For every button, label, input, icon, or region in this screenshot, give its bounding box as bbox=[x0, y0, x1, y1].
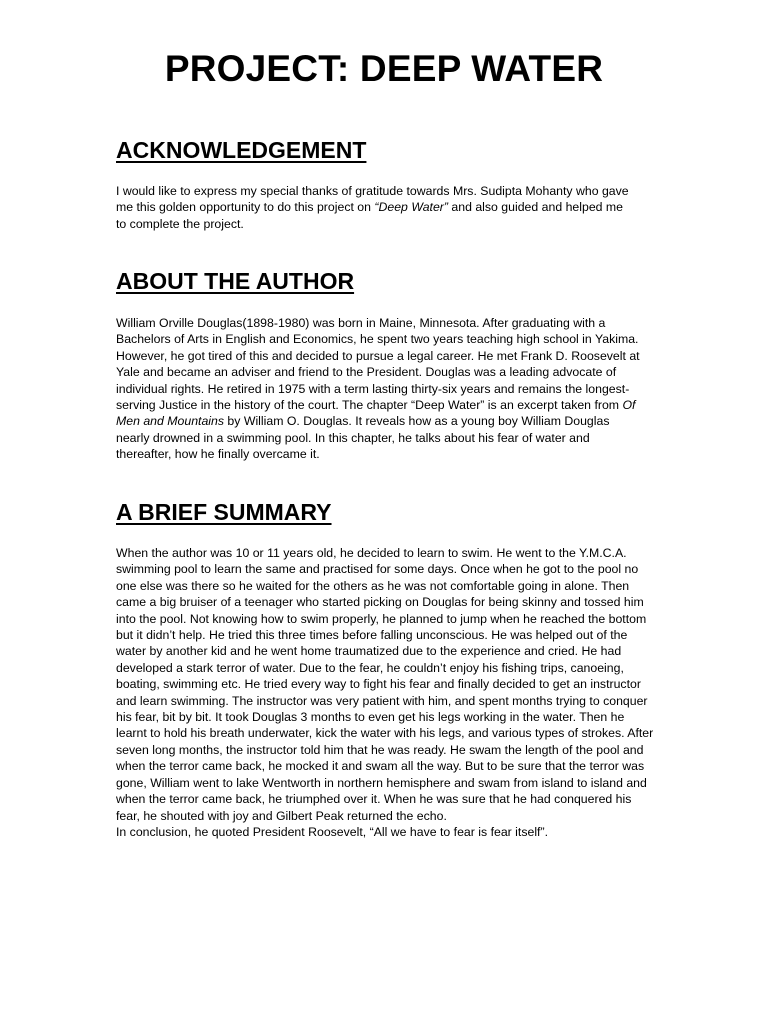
acknowledgement-text-start: I would like to express my special thanks of gratitude towards Mrs. Sudipta Mohanty who gave me this golden opportunity to do this project on bbox=[116, 184, 629, 215]
summary-heading: A BRIEF SUMMARY bbox=[116, 499, 332, 525]
about-author-text-start: William Orville Douglas(1898-1980) was born in Maine, Minnesota. After graduating with a Bachelors of Arts in English and Economics, he spent two years teaching high school in Yakima. However, he got tired of this and decided to pursue a legal career. He met Frank D. Roosevelt at Yale and became an adviser and friend to the President. Douglas was a leading advocate of individual rights. He retired in 1975 with a term lasting thirty-six years and remains the longest-serving Justice in the history of the court. The chapter “Deep Water” is an excerpt taken from bbox=[116, 316, 640, 413]
about-author-heading: ABOUT THE AUTHOR bbox=[116, 268, 355, 294]
acknowledgement-paragraph bbox=[116, 183, 636, 232]
summary-text: When the author was 10 or 11 years old, he decided to learn to swim. He went to the Y.M.C.A. swimming pool to learn the same and practised for some days. Once when he got to the pool no one else was there so he waited for the others as he was not comfortable going in alone. Then came a big bruiser of a teenager who started picking on Douglas for being skinny and tossed him into the pool. Not knowing how to swim properly, he planned to jump when he reached the bottom but it didn’t help. He tried this three times before falling unconscious. He was helped out of the water by another kid and he went home traumatized due to the experience and cried. He had developed a stark terror of water. Due to the fear, he couldn’t enjoy his fishing trips, canoeing, boating, swimming etc. He tried every way to fight his fear and finally decided to get an instructor and learn swimming. The instructor was very patient with him, and spent months trying to conquer his fear, bit by bit. It took Douglas 3 months to even get his legs working in the water. Then he learnt to hold his breath underwater, kick the water with his legs, and various types of strokes. After seven long months, the instructor told him that he was ready. He swam the length of the pool and when the terror came back, he mocked it and swam all the way. But to be sure that the terror was gone, William went to lake Wentworth in northern hemisphere and swam from island to island and when the terror came back, he triumphed over it. When he was sure that he had conquered his fear, he shouted with joy and Gilbert Peak returned the echo. bbox=[116, 546, 654, 823]
acknowledgement-text-end: and also guided and helped me to complete the project. bbox=[116, 200, 624, 231]
acknowledgement-italic-title: “Deep Water” bbox=[374, 200, 448, 215]
document-title: PROJECT: DEEP WATER bbox=[164, 48, 604, 89]
summary-paragraph bbox=[116, 545, 656, 840]
about-author-italic-book: Of Men and Mountains bbox=[116, 398, 636, 429]
summary-conclusion: In conclusion, he quoted President Roosevelt, “All we have to fear is fear itself”. bbox=[116, 824, 548, 839]
acknowledgement-heading: ACKNOWLEDGEMENT bbox=[116, 137, 367, 163]
about-author-text-end: by William O. Douglas. It reveals how as a young boy William Douglas nearly drowned in a swimming pool. In this chapter, he talks about his fear of water and thereafter, how he finally overcame it. bbox=[116, 414, 610, 462]
about-author-paragraph bbox=[116, 315, 646, 463]
